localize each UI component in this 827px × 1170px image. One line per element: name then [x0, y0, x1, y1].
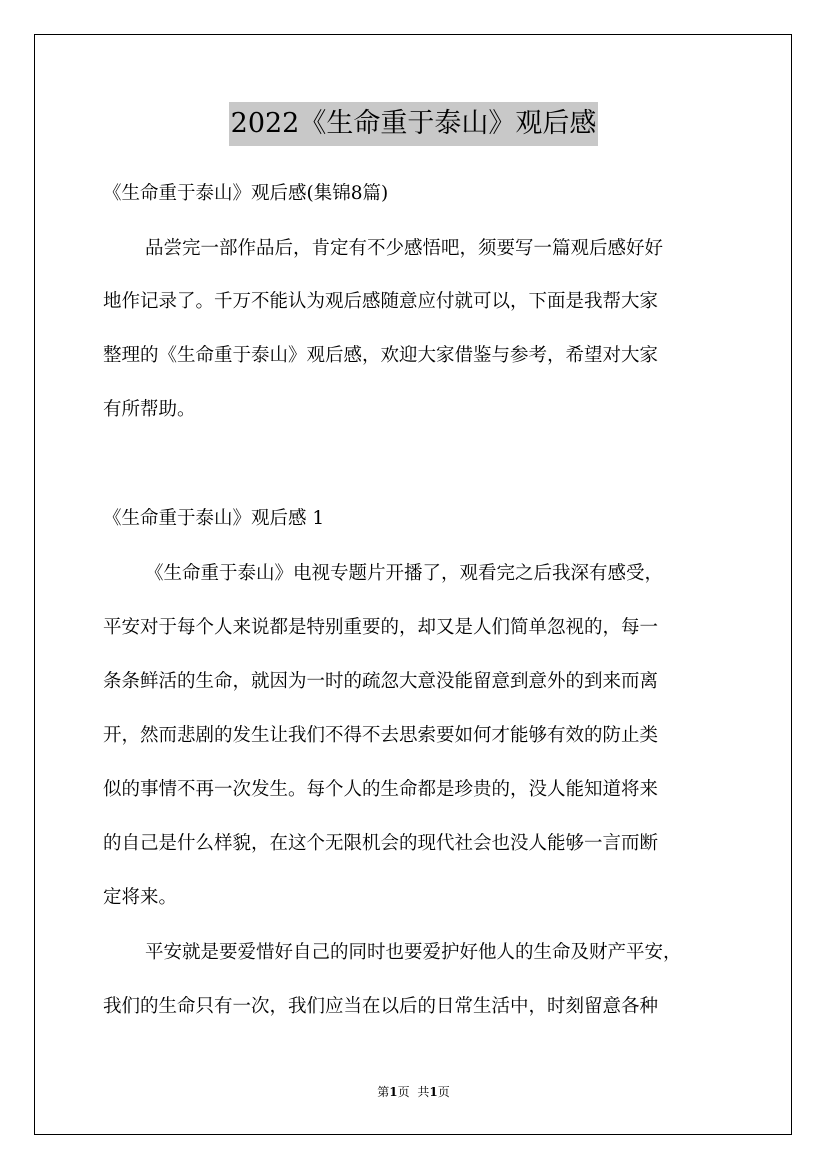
para1-line: 似的事情不再一次发生。每个人的生命都是珍贵的，没人能知道将来 [103, 779, 659, 800]
intro-line: 有所帮助。 [103, 399, 196, 420]
footer-total-suffix: 页 [437, 1085, 450, 1099]
footer-total-prefix: 共 [417, 1085, 430, 1099]
page-footer [0, 1083, 827, 1100]
para1-line: 平安对于每个人来说都是特别重要的，却又是人们简单忽视的，每一 [103, 617, 659, 638]
para2-line: 平安就是要爱惜好自己的同时也要爱护好他人的生命及财产平安， [145, 942, 682, 963]
para1-line: 开，然而悲剧的发生让我们不得不去思索要如何才能够有效的防止类 [103, 725, 659, 746]
para1-line: 定将来。 [103, 887, 178, 908]
para2-line: 我们的生命只有一次，我们应当在以后的日常生活中，时刻留意各种 [103, 996, 659, 1017]
para1-line: 《生命重于泰山》电视专题片开播了，观看完之后我深有感受， [145, 563, 664, 584]
intro-line: 品尝完一部作品后，肯定有不少感悟吧，须要写一篇观后感好好 [145, 238, 664, 259]
document-subtitle: 《生命重于泰山》观后感(集锦8篇) [103, 183, 389, 204]
intro-line: 地作记录了。千万不能认为观后感随意应付就可以，下面是我帮大家 [103, 291, 659, 312]
para1-line: 条条鲜活的生命，就因为一时的疏忽大意没能留意到意外的到来而离 [103, 671, 659, 692]
section-heading: 《生命重于泰山》观后感 1 [103, 508, 325, 529]
document-title: 2022《生命重于泰山》观后感 [229, 102, 599, 146]
para1-line: 的自己是什么样貌，在这个无限机会的现代社会也没人能够一言而断 [103, 833, 659, 854]
footer-page-suffix: 页 [397, 1085, 410, 1099]
footer-page-prefix: 第 [377, 1085, 390, 1099]
footer-page-number: 1 [389, 1085, 398, 1099]
footer-total-number: 1 [429, 1085, 438, 1099]
intro-line: 整理的《生命重于泰山》观后感，欢迎大家借鉴与参考，希望对大家 [103, 345, 659, 366]
